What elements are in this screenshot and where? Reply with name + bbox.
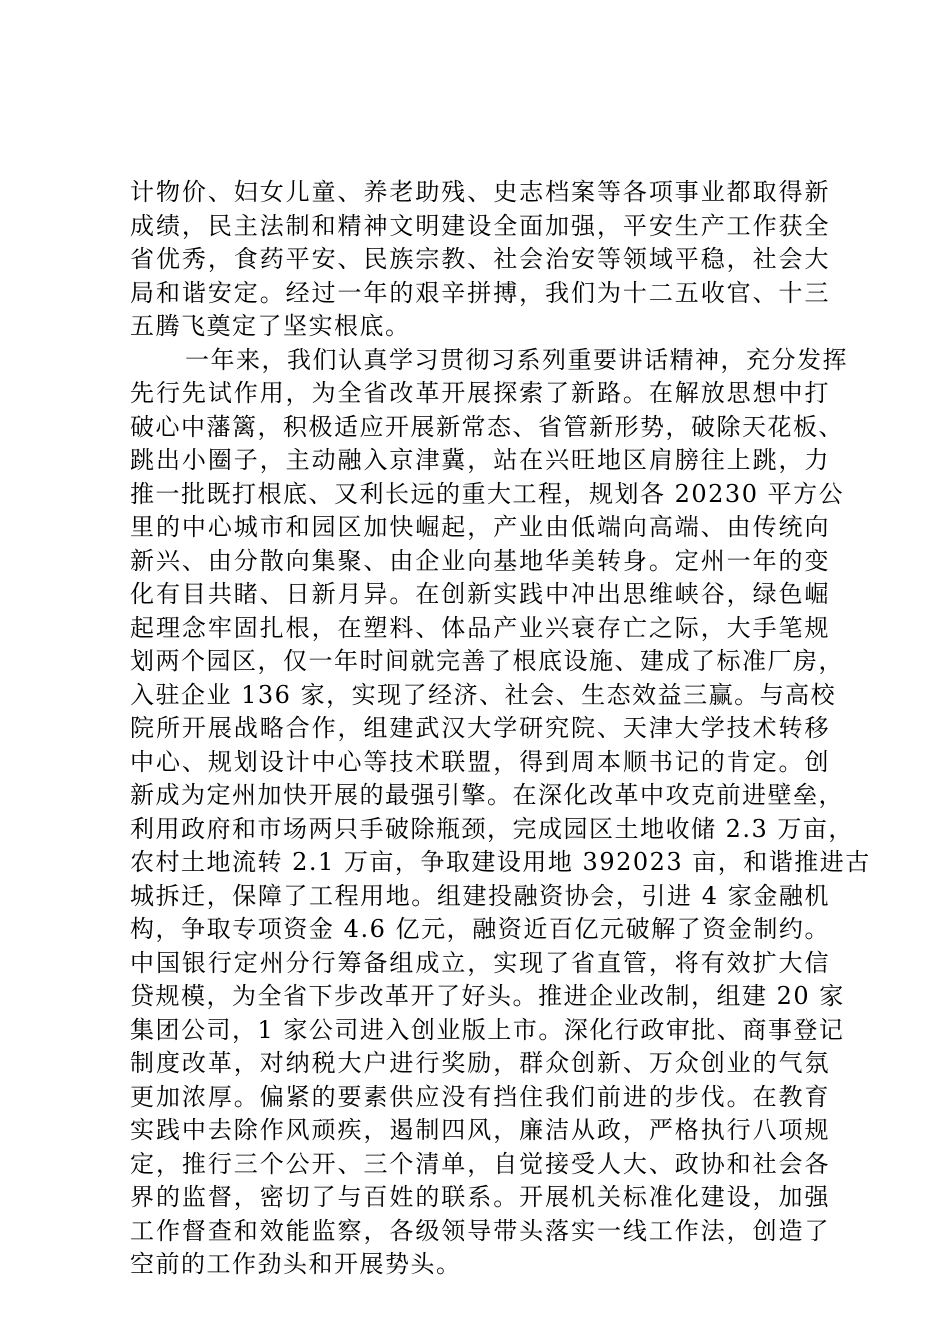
- paragraph: [130, 176, 830, 344]
- text-line: 实践中去除作风顽疾，遏制四风，廉洁从政，严格执行八项规: [130, 1116, 830, 1144]
- text-line: 院所开展战略合作，组建武汉大学研究院、天津大学技术转移: [130, 714, 830, 742]
- text-line: 推一批既打根底、又利长远的重大工程，规划各 20230 平方公: [130, 479, 845, 508]
- text-line: 空前的工作劲头和开展势头。: [130, 1250, 462, 1278]
- text-line: 局和谐安定。经过一年的艰辛拼搏，我们为十二五收官、十三: [130, 278, 830, 307]
- text-line: 五腾飞奠定了坚实根底。: [130, 312, 411, 340]
- text-line: 农村土地流转 2.1 万亩，争取建设用地 392023 亩，和谐推进古: [130, 848, 871, 876]
- text-line: 跳出小圈子，主动融入京津冀，站在兴旺地区肩膀往上跳，力: [130, 446, 830, 474]
- text-line: 更加浓厚。偏紧的要素供应没有挡住我们前进的步伐。在教育: [130, 1082, 830, 1111]
- text-line: 起理念牢固扎根，在塑料、体品产业兴衰存亡之际，大手笔规: [130, 613, 830, 642]
- text-line: 构，争取专项资金 4.6 亿元，融资近百亿元破解了资金制约。: [130, 915, 830, 943]
- text-line: 工作督查和效能监察，各级领导带头落实一线工作法，创造了: [130, 1216, 830, 1245]
- text-line: 先行先试作用，为全省改革开展探索了新路。在解放思想中打: [130, 379, 830, 407]
- body-text: [130, 176, 871, 1282]
- text-line: 计物价、妇女儿童、养老助残、史志档案等各项事业都取得新: [130, 178, 830, 206]
- text-line: 制度改革，对纳税大户进行奖励，群众创新、万众创业的气氛: [130, 1049, 830, 1077]
- text-line: 破心中藩篱，积极适应开展新常态、省管新形势，破除天花板、: [130, 412, 844, 441]
- text-line: 城拆迁，保障了工程用地。组建投融资协会，引进 4 家金融机: [130, 881, 830, 910]
- text-line: 划两个园区，仅一年时间就完善了根底设施、建成了标准厂房，: [130, 647, 844, 675]
- text-line: 贷规模，为全省下步改革开了好头。推进企业改制，组建 20 家: [130, 982, 845, 1010]
- text-line: 入驻企业 136 家，实现了经济、社会、生态效益三赢。与高校: [130, 680, 837, 709]
- text-line: 定，推行三个公开、三个清单，自觉接受人大、政协和社会各: [130, 1149, 830, 1178]
- text-line: 里的中心城市和园区加快崛起，产业由低端向高端、由传统向: [130, 513, 830, 541]
- text-line: 界的监督，密切了与百姓的联系。开展机关标准化建设，加强: [130, 1183, 830, 1211]
- text-line: 利用政府和市场两只手破除瓶颈，完成园区土地收储 2.3 万亩，: [130, 814, 854, 843]
- text-line: 新成为定州加快开展的最强引擎。在深化改革中攻克前进壁垒，: [130, 781, 844, 809]
- text-line: 省优秀，食药平安、民族宗教、社会治安等领域平稳，社会大: [130, 245, 830, 273]
- text-line: 一年来，我们认真学习贯彻习系列重要讲话精神，充分发挥: [185, 345, 848, 374]
- text-line: 集团公司，1 家公司进入创业版上市。深化行政审批、商事登记: [130, 1015, 845, 1044]
- text-line: 化有目共睹、日新月异。在创新实践中冲出思维峡谷，绿色崛: [130, 580, 830, 608]
- paragraph: [130, 344, 871, 1282]
- text-line: 中国银行定州分行筹备组成立，实现了省直管，将有效扩大信: [130, 948, 830, 977]
- text-line: 中心、规划设计中心等技术联盟，得到周本顺书记的肯定。创: [130, 747, 830, 776]
- text-line: 成绩，民主法制和精神文明建设全面加强，平安生产工作获全: [130, 211, 830, 240]
- text-line: 新兴、由分散向集聚、由企业向基地华美转身。定州一年的变: [130, 546, 830, 575]
